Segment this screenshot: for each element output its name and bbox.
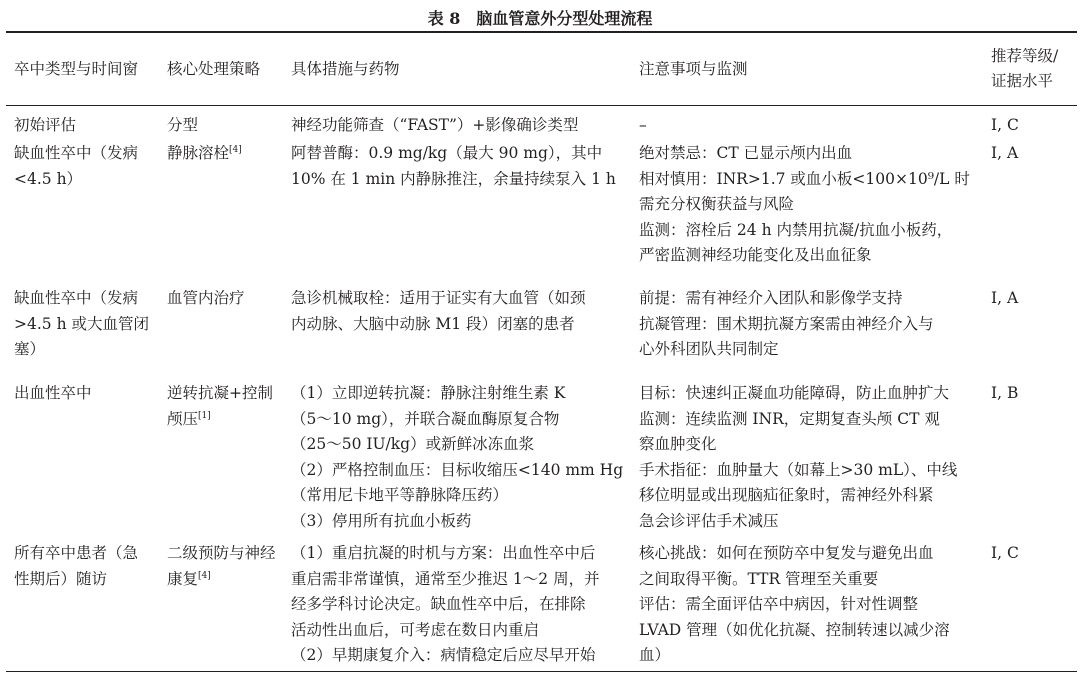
cell-measures: 阿替普酶：0.9 mg/kg（最大 90 mg），其中 10% 在 1 min 内静脉推注，余量持续泵入 1 h	[291, 144, 616, 188]
cell-notes: 绝对禁忌：CT 已显示颅内出血 相对慎用：INR>1.7 或血小板<100×10⁹/L 时 需充分权衡获益与风险 监测：溶栓后 24 h 内禁用抗凝/抗血小板药， 严密监测神经功能变化及出血征象	[639, 144, 970, 264]
header-measures: 具体措施与药物	[291, 59, 400, 78]
cell-stroke-type: 初始评估	[14, 116, 77, 134]
strategy-text: 静脉溶栓	[167, 144, 230, 162]
reference-marker: [4]	[229, 144, 242, 155]
header-stroke-type: 卒中类型与时间窗	[14, 59, 139, 78]
cell-measures: 神经功能筛查（“FAST”）+影像确诊类型	[291, 116, 579, 134]
table-row	[6, 141, 1077, 286]
reference-marker: [4]	[198, 570, 211, 581]
cell-grade: Ⅰ, C	[991, 544, 1019, 562]
header-core-strategy: 核心处理策略	[167, 59, 261, 78]
cell-grade: Ⅰ, A	[991, 144, 1019, 162]
strategy-text: 血管内治疗	[167, 289, 245, 307]
table-header-row	[6, 32, 1077, 106]
cell-measures: 急诊机械取栓：适用于证实有大血管（如颈 内动脉、大脑中动脉 M1 段）闭塞的患者	[291, 289, 586, 333]
cell-notes: –	[639, 116, 647, 134]
table-row	[6, 541, 1077, 672]
cell-measures: （1）立即逆转抗凝：静脉注射维生素 K （5～10 mg），并联合凝血酶原复合物 （25～50 IU/kg）或新鲜冰冻血浆 （2）严格控制血压：目标收缩压<140 mm Hg （常用尼卡地平等静脉降压药） （3）停用所有抗血小板药	[291, 384, 624, 530]
cell-grade: Ⅰ, A	[991, 289, 1019, 307]
strategy-text: 二级预防与神经 康复	[167, 544, 276, 588]
cell-stroke-type: 缺血性卒中（发病 <4.5 h）	[14, 144, 139, 188]
cell-grade: Ⅰ, B	[991, 384, 1019, 402]
cell-strategy	[159, 286, 283, 381]
table-row	[6, 106, 1077, 142]
stroke-management-table	[6, 31, 1077, 672]
cell-stroke-type: 所有卒中患者（急 性期后）随访	[14, 544, 139, 588]
cell-measures: （1）重启抗凝的时机与方案：出血性卒中后 重启需非常谨慎，通常至少推迟 1～2 周，并 经多学科讨论决定。缺血性卒中后，在排除 活动性出血后，可考虑在数日内重启 （2）早期康复介入：病情稳定后应尽早开始	[291, 544, 600, 664]
cell-stroke-type: 缺血性卒中（发病 >4.5 h 或大血管闭 塞）	[14, 289, 149, 358]
reference-marker: [1]	[198, 410, 211, 421]
cell-strategy	[159, 541, 283, 672]
table-caption: 表 8 脑血管意外分型处理流程	[427, 9, 653, 28]
cell-strategy	[159, 106, 283, 142]
cell-notes: 目标：快速纠正凝血功能障碍，防止血肿扩大 监测：连续监测 INR，定期复查头颅 CT 观 察血肿变化 手术指征：血肿量大（如幕上>30 mL）、中线 移位明显或出现脑疝征象时，需神经外科紧 急会诊评估手术减压	[639, 384, 958, 530]
strategy-text: 逆转抗凝+控制 颅压	[167, 384, 273, 428]
table-row	[6, 286, 1077, 381]
cell-strategy	[159, 381, 283, 541]
cell-notes: 核心挑战：如何在预防卒中复发与避免出血 之间取得平衡。TTR 管理至关重要 评估：需全面评估卒中病因，针对性调整 LVAD 管理（如优化抗凝、控制转速以减少溶 血）	[639, 544, 950, 664]
header-notes: 注意事项与监测	[639, 59, 748, 78]
cell-stroke-type: 出血性卒中	[14, 384, 92, 402]
strategy-text: 分型	[167, 116, 199, 134]
table-row	[6, 381, 1077, 541]
header-grade: 推荐等级/ 证据水平	[991, 47, 1059, 90]
cell-notes: 前提：需有神经介入团队和影像学支持 抗凝管理：围术期抗凝方案需由神经介入与 心外科团队共同制定	[639, 289, 934, 358]
cell-strategy	[159, 141, 283, 286]
cell-grade: Ⅰ, C	[991, 116, 1019, 134]
